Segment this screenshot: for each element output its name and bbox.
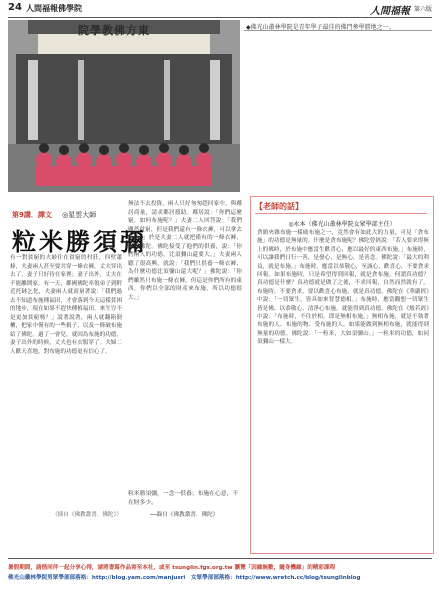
sidebar-title: 【老師的話】	[255, 202, 303, 211]
verse-source: ──錄自《佛教叢書．佛陀》	[150, 512, 219, 518]
page-footer	[8, 558, 432, 607]
section-title: 人間福報佛學院	[26, 4, 82, 13]
photo-caption: ◆佛光山叢林學院是青年學子最佳的佛門參學勝地之一。	[246, 24, 395, 31]
series-label: 第9講．譯文	[12, 211, 52, 219]
footer-blog-links[interactable]: 佛光山叢林學院男眾學部部落格：http://blog.yam.com/manjusri 女眾學部部落格：http://www.wretch.cc/blog/tsunglinblog	[8, 575, 361, 581]
article-author: ◎星雲大師	[62, 211, 97, 219]
sidebar-body: 貪瞋夾雜布施一樣破布施之一，竟然會有如此大的力量，可見「貪布施」的功德是無量的。什麼是貪布施呢？佛陀曾經說：「若人要求得無上的佛時，於布施中應當生歡喜心，應以最好的東西布施。」布施時，可以讓我們日行一善，是發心，是無心，是善念。佛陀說：「最大的利益，就是布施。」布施時，應當以恭敬心，至誠心，歡喜心，不要貪求回報。如果布施時，只是希望得到回報，就是貪布施。何謂真功德？真功德是什麼？真功德就是做了之後，不求回報，自然而然就有了。布施時，不要貪求，要以歡喜心布施，就是真功德。佛陀在《華嚴經》中說：「一切眾生，皆具如來智慧德相。」布施時，應當觀想一切眾生皆是佛，以恭敬心、清淨心布施，就能得到真功德。佛陀在《般若經》中說：「布施時，不住於相，即是無相布施。」無相布施，就是不執著布施的人、布施的物、受布施的人。如果能做到無相布施，就能得到無量的功德。佛陀說：「一粒米，大如須彌山。」一粒米的功德，如同須彌山一樣大。	[257, 230, 429, 346]
illustration-credit: （插自《佛教叢書．佛陀》）	[52, 512, 122, 518]
masthead-logo: 人間福報	[370, 6, 410, 17]
footer-notice: 暑假期間，請偕同伴一起分享心得，請將書寫作品寄至本社，或至 tsunglin.fgs.org.tw 瀏覽「因緣無數，隨身機緣」的精彩課程	[8, 565, 336, 571]
verse: 粒米勝須彌，一念一供養；布施在心意，不在財多少。	[128, 491, 239, 506]
page-header	[8, 2, 432, 16]
article-column-1: 有一對貧窮的夫婦住在貧窮的村莊，四壁蕭條，夫妻兩人甚至要共穿一條衣褲，丈夫穿出去了，妻子只好待在家裡；妻子出外，丈夫在不能離開家。有一天，鄰國佛陀率領弟子到附近托缽乞化，夫妻兩人就商量著說：「我們過去不知道布施種福田，才會落到今天這樣貧困的地步，現在如果不趕快種植福田，來生豈不是更加貧窮嗎？」說著說著，兩人就翻箱倒櫃，把家中僅有的一些穀子，以及一條破布施給了佛陀。過了一會兒，就因為布施的功德，妻子出外的時候，丈夫也有衣服穿了。夫婦二人歡天喜地，對布施的功德更有信心了。	[10, 255, 122, 355]
issue-label: 第六版	[413, 6, 432, 13]
page-number: 24	[8, 2, 22, 13]
temple-photo	[8, 20, 240, 192]
article-column-2: 無法不去投資，兩人只好匆匆趕回家中，與鄰居商量，請求鄰居援助。鄰居說：「你們這麼窮，如何布施呢？」夫妻二人回答說：「我們雖然貧窮，但是我們還有一條衣褲，可以拿去布施。」於是夫妻二人就把僅有的一條衣褲，供養佛陀。佛陀接受了他們的供養，說：「你們兩人的功德，比須彌山還要大。」夫妻兩人聽了很高興，就說：「我們只供養一條衣褲，為什麼功德比須彌山還大呢？」佛陀說：「你們雖然只布施一條衣褲，但這是你們所有的東西，你們以全部的財產來布施，所以功德很大。」	[128, 201, 242, 301]
sidebar-author: ◎永本（佛光山叢林學院女眾學部主任）	[288, 221, 396, 228]
series-line	[12, 210, 96, 220]
sidebar-rule	[255, 213, 427, 214]
teacher-sidebar	[250, 196, 434, 554]
gate-sign: 院學教佛方東	[78, 24, 150, 37]
header-rule	[8, 17, 432, 18]
article-headline: 粒米勝須彌	[12, 227, 147, 256]
